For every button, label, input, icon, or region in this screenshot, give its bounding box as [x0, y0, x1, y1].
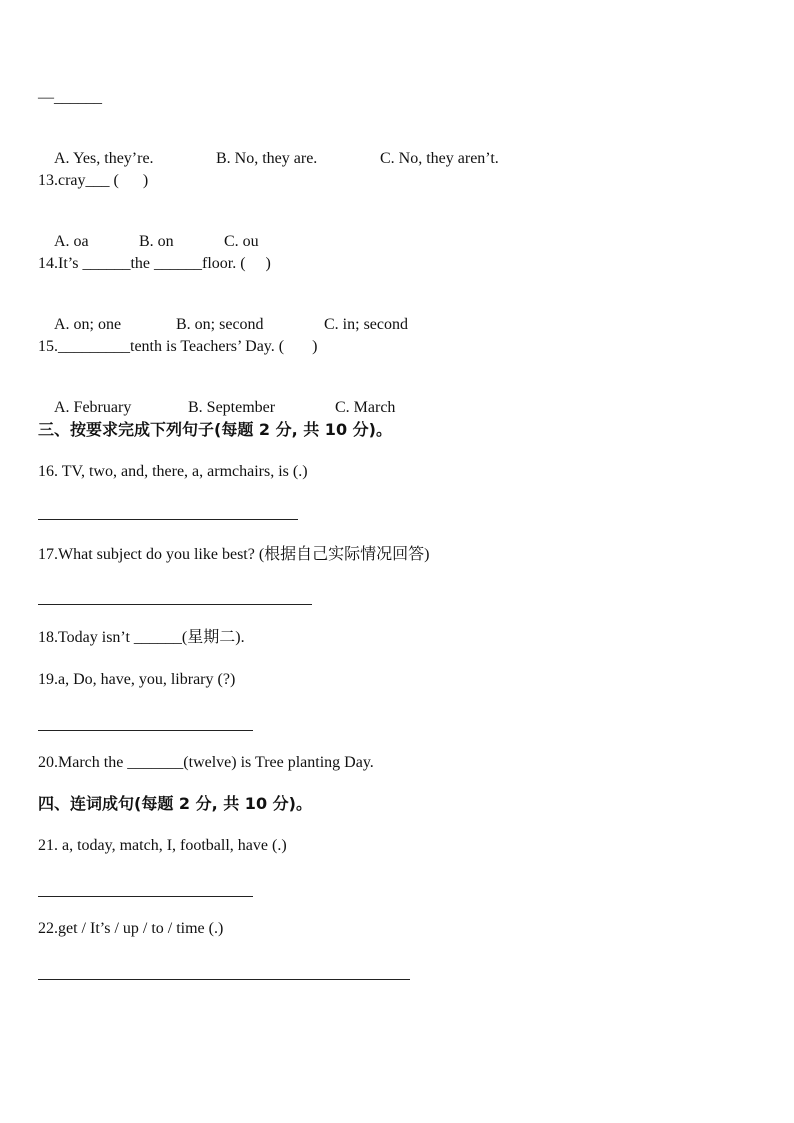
q15-option-a: A. February	[54, 399, 132, 416]
q16-stem: 16. TV, two, and, there, a, armchairs, is (.)	[38, 463, 308, 480]
section-4-heading: 四、连词成句(每题 2 分, 共 10 分)。	[38, 794, 312, 813]
q14-option-c: C. in; second	[324, 316, 408, 333]
q15-stem: 15._________tenth is Teachers’ Day. ( )	[38, 338, 318, 355]
q20-stem: 20.March the _______(twelve) is Tree planting Day.	[38, 754, 374, 771]
q16-answer-line[interactable]	[38, 519, 298, 520]
q21-stem: 21. a, today, match, I, football, have (.)	[38, 837, 287, 854]
section-3-heading: 三、按要求完成下列句子(每题 2 分, 共 10 分)。	[38, 420, 392, 439]
q12-option-a: A. Yes, they’re.	[54, 150, 154, 167]
q12-answer-prefix: —______	[38, 89, 102, 106]
q13-options	[38, 212, 259, 250]
q14-option-a: A. on; one	[54, 316, 122, 333]
q17-stem: 17.What subject do you like best? (根据自己实际情况回答)	[38, 546, 430, 563]
q13-option-b: B. on	[139, 233, 174, 250]
q12-options	[38, 129, 499, 167]
q17-answer-line[interactable]	[38, 604, 312, 605]
q22-answer-line[interactable]	[38, 979, 410, 980]
q15-options	[38, 378, 396, 416]
q19-stem: 19.a, Do, have, you, library (?)	[38, 671, 236, 688]
q22-stem: 22.get / It’s / up / to / time (.)	[38, 920, 224, 937]
q13-option-c: C. ou	[224, 233, 259, 250]
q21-answer-line[interactable]	[38, 896, 253, 897]
q14-stem: 14.It’s ______the ______floor. ( )	[38, 255, 271, 272]
q18-stem: 18.Today isn’t ______(星期二).	[38, 629, 245, 646]
q12-option-c: C. No, they aren’t.	[380, 150, 499, 167]
q13-stem: 13.cray___ ( )	[38, 172, 149, 189]
q14-option-b: B. on; second	[176, 316, 264, 333]
q15-option-b: B. September	[188, 399, 276, 416]
q15-option-c: C. March	[335, 399, 396, 416]
q14-options	[38, 295, 408, 333]
q13-option-a: A. oa	[54, 233, 89, 250]
q12-option-b: B. No, they are.	[216, 150, 318, 167]
q19-answer-line[interactable]	[38, 730, 253, 731]
